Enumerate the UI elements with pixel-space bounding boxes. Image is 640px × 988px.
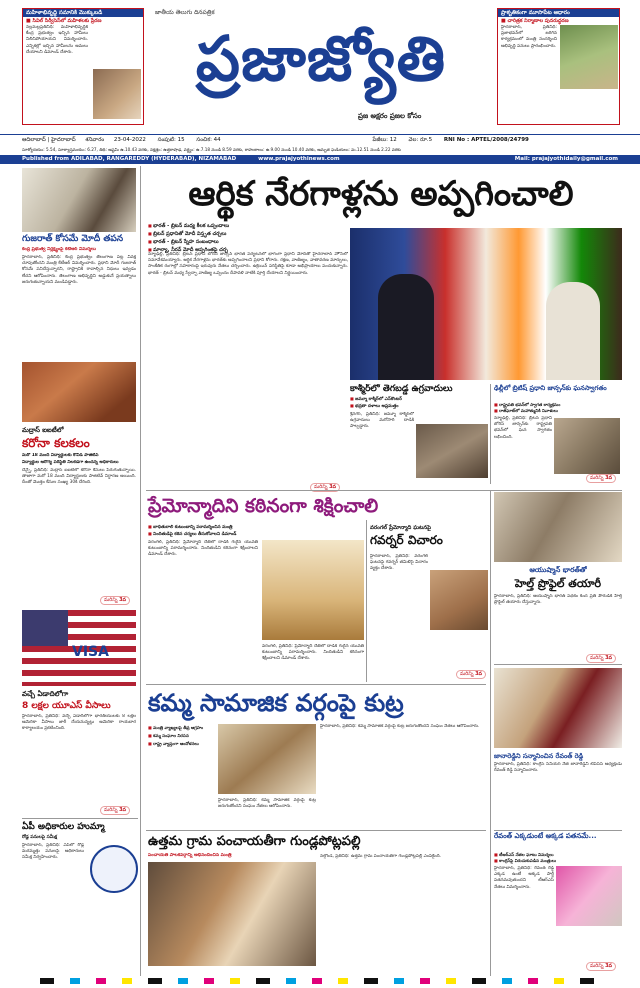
kamma-bullet-1: ■ మంత్రి వ్యాఖ్యలపై తీవ్ర ఆగ్రహం xyxy=(148,724,214,732)
left-box-sub: ■ సివిల్ సిర్వీసెస్‌లో మహిళలకు ప్రేరణ xyxy=(26,18,102,24)
kamma-text: హైదరాబాద్, ప్రతినిధి: కమ్మ సామాజిక వర్గంపై కుట్ర జరుగుతోందని సంఘం నేతలు ఆరోపించారు. xyxy=(218,798,316,810)
crime-bullets xyxy=(148,524,258,538)
lead-bullet-4: ■ మాల్యా, నీరవ్ మోదీ అప్పగింతపై చర్చ xyxy=(148,246,348,254)
right-box-photo xyxy=(560,25,618,89)
village-text: నల్గొండ, ప్రతినిధి: ఉత్తమ గ్రామ పంచాయతీగా గుండ్లపోట్లపల్లి ఎంపికైంది. xyxy=(320,854,442,859)
delhi-bullet-1: ■ రాష్ట్రపతి భవన్‌లో స్వాగత కార్యక్రమం xyxy=(494,402,622,408)
crime-illustration xyxy=(262,540,364,640)
more-button-health[interactable]: మరిన్ని 3వ xyxy=(586,654,616,663)
more-button-governor[interactable]: మరిన్ని 3వ xyxy=(456,670,486,679)
revanth-fall-bullet-1: ■ టీఆర్ఎస్ నేతల ఘాటు విమర్శలు xyxy=(494,852,622,858)
kashmir-bullet-1: ■ జమ్మూ కాశ్మీర్‌లో ఎన్‌కౌంటర్ xyxy=(350,396,486,403)
right-box-header: ప్రాకృతికంగా మూసాపేట ఆధారం xyxy=(498,9,619,17)
corona-bullet-2: విద్యార్థుల ఆరోగ్య పరిస్థితి నిలకడగా ఉందన్న అధికారులు xyxy=(22,460,119,465)
dateline-volume: సంపుటి: 15 xyxy=(157,137,185,143)
health-text: హైదరాబాద్, ప్రతినిధి: ఆయుష్మాన్ భారత్ పథకం కింద ప్రతి పౌరుడికి హెల్త్ ప్రొఫైల్ తయారు చేస్తున్నారు. xyxy=(494,594,622,606)
governor-headline: గవర్నర్ విచారం xyxy=(370,533,443,547)
crime-bullet-2: ■ నిందితుడిపై కఠిన చర్యలు తీసుకోవాలని డిమాండ్ xyxy=(148,531,258,538)
lead-photo-person-left xyxy=(378,274,434,380)
corona-kicker: మద్రాస్ ఐఐటీలో xyxy=(22,426,64,434)
corona-headline: కరోనా కలకలం xyxy=(22,436,90,450)
dateline-rni: RNI No : APTEL/2008/24799 xyxy=(443,137,529,143)
left-box-photo xyxy=(93,69,141,119)
delhi-bullets xyxy=(494,402,622,414)
kashmir-text: శ్రీనగర్, ప్రతినిధి: జమ్మూ కాశ్మీర్‌లో ఉగ్రవాదులు మరోసారి దాడికి పాల్పడ్డారు. xyxy=(350,412,414,430)
visa-photo xyxy=(22,610,136,686)
left-box-header: మహిళాభివృద్ధి సమానికి మొక్కుబడి xyxy=(23,9,143,17)
masthead-slogan: ప్రజ అక్షరం ప్రజల కోసం xyxy=(358,112,422,120)
ktr-text: హైదరాబాద్, ప్రతినిధి: కేంద్ర ప్రభుత్వం తెలంగాణ పట్ల వివక్ష చూపుతోందని మంత్రి కేటీఆర్ విమర్శించారు. ప్రధాని మోదీ గుజరాత్ కోసమే పనిచేస్తున్నారని, రాష్ట్రానికి రావాల్సిన నిధులు ఇవ్వడం లేదని ఆరోపించారు. తెలంగాణ అభివృద్ధిని అడ్డుకునే ప్రయత్నాలు జరుగుతున్నాయని మండిపడ్డారు. xyxy=(22,255,136,285)
dateline-price: వెల: రూ.5 xyxy=(408,137,433,143)
village-headline: ఉత్తమ గ్రామ పంచాయతీగా గుండ్లపోట్లపల్లి xyxy=(148,834,361,849)
visa-kicker: వచ్చే ఏడాదిలోగా xyxy=(22,690,69,698)
revanth-fall-photo xyxy=(556,866,622,926)
ktr-headline: గుజరాత్ కోసమే మోదీ తపన xyxy=(22,234,124,244)
revanth-fall-bullets xyxy=(494,852,622,864)
visa-text: హైదరాబాద్, ప్రతినిధి: వచ్చే ఏడాదిలోగా భారతీయులకు 8 లక్షల అమెరికా వీసాలు జారీ చేయనున్నట్లు అమెరికా రాయబార కార్యాలయం ప్రకటించింది. xyxy=(22,714,136,732)
crime-text-2: వరంగల్, ప్రతినిధి: ప్రేమోన్మాది చేతిలో దాడికి గురైన యువతి కుటుంబాన్ని పరామర్శించారు. నిందితుడిని కఠినంగా శిక్షించాలని డిమాండ్ చేశారు. xyxy=(262,644,364,662)
governor-photo xyxy=(430,570,488,630)
lead-bullet-3: ■ భారత్ - బ్రిటన్ స్నేహ సంబంధాలు xyxy=(148,238,348,246)
kashmir-headline: కాశ్మీర్‌లో తెగబడ్డ ఉగ్రవాదులు xyxy=(350,384,453,394)
more-button-revanth-fall[interactable]: మరిన్ని 3వ xyxy=(586,962,616,971)
governor-kicker: వరంగల్ ప్రేమోన్మాది ఘటనపై xyxy=(370,525,432,531)
dateline-date: 23-04-2022 xyxy=(113,137,146,143)
ktr-sub: కేంద్ర ప్రభుత్వ నిర్లక్ష్యంపై కేటీఆర్ విమర్శలు xyxy=(22,247,96,252)
governor-text: హైదరాబాద్, ప్రతినిధి: వరంగల్ ఘటనపై గవర్నర్ తమిళిసై విచారం వ్యక్తం చేశారు. xyxy=(370,554,428,572)
revanth-fall-text: హైదరాబాద్, ప్రతినిధి: రేవంత్ రెడ్డి ఎక్కడ ఉంటే అక్కడ పార్టీ పతనమవుతుందని టీఆర్ఎస్ నేతలు విమర్శించారు. xyxy=(494,866,554,890)
delhi-bullet-2: ■ రాజ్‌ఘాట్‌లో మహాత్మునికి నివాళులు xyxy=(494,408,622,414)
lead-bullets xyxy=(148,222,348,254)
kamma-headline: కమ్మ సామాజిక వర్గంపై కుట్ర xyxy=(148,689,404,717)
ap-text: హైదరాబాద్, ప్రతినిధి: ఏపీలో రోడ్ల మరమ్మత్తు పనులపై అధికారులు సమీక్ష నిర్వహించారు. xyxy=(22,843,84,861)
ap-headline: ఏపీ అధికారుల హుమ్మా xyxy=(22,822,105,832)
kamma-bullet-3: ■ రాష్ట్ర వ్యాప్తంగా ఆందోళనలు xyxy=(148,740,214,748)
revanth-fall-headline: రేవంత్ ఎక్కడుంటే అక్కడ పతనమే... xyxy=(494,832,597,840)
revanth-honor-photo xyxy=(494,668,622,748)
lead-headline: ఆర్థిక నేరగాళ్లను అప్పగించాలి xyxy=(188,174,574,214)
ap-emblem xyxy=(90,845,138,893)
left-box-text: నల్లమల్లప్రతినిధి: మహిళాభివృద్ధికి కేంద్ర ప్రభుత్వం ఇచ్చిన హామీలు నిలిచిపోయాయని విమర్శించారు. ఎన్నికల్లో ఇచ్చిన హామీలను అమలు చేయాలని డిమాండ్ చేశారు. xyxy=(26,25,88,55)
health-photo xyxy=(494,492,622,562)
revanth-honor-text: హైదరాబాద్, ప్రతినిధి: కాంగ్రెస్ సీనియర్ నేత జానారెడ్డిని టీపీసీసీ అధ్యక్షుడు రేవంత్ రెడ్డి సన్మానించారు. xyxy=(494,762,622,774)
dateline-issue: సంచిక: 44 xyxy=(196,137,221,143)
published-bar xyxy=(0,155,640,164)
revanth-honor-headline: జానారెడ్డిని సన్మానించిన రేవంత్ రెడ్డి xyxy=(494,752,584,760)
visa-headline: 8 లక్షల యూఎస్ వీసాలు xyxy=(22,701,111,711)
masthead-title: ప్రజాజ్యోతి xyxy=(195,22,447,95)
right-box-sub: ■ చారిత్రక నిర్మాణాల పునరుద్ధరణ xyxy=(501,18,569,24)
dateline-pages: పేజీలు: 12 xyxy=(372,137,397,143)
print-registration-marks xyxy=(0,0,640,6)
crime-headline: ప్రేమోన్మాదిని కఠినంగా శిక్షించాలి xyxy=(148,495,379,517)
more-button-corona[interactable]: మరిన్ని 3వ xyxy=(100,596,130,605)
crime-bullet-1: ■ బాధితురాలి కుటుంబాన్ని పరామర్శించిన మంత్రి xyxy=(148,524,258,531)
us-flag-canton xyxy=(22,610,68,646)
more-button-visa[interactable]: మరిన్ని 3వ xyxy=(100,806,130,815)
health-headline: హెల్త్ ప్రొఫైల్ తయారీ xyxy=(514,577,602,590)
more-button-delhi[interactable]: మరిన్ని 3వ xyxy=(586,474,616,483)
brick-photo xyxy=(22,362,136,422)
kashmir-bullets xyxy=(350,396,486,410)
kamma-bullets xyxy=(148,724,214,748)
dateline xyxy=(22,136,622,145)
corona-bullet-1: మరో 18 మంది విద్యార్థులకు కోవిడ్ పాజిటివ్ xyxy=(22,453,99,458)
dateline-day: శనివారం xyxy=(85,137,105,143)
ap-sub: రోడ్ల పనులపై సమీక్ష xyxy=(22,835,58,840)
delhi-photo xyxy=(554,418,620,474)
corona-text: చెన్నై, ప్రతినిధి: మద్రాస్ ఐఐటీలో కరోనా కేసులు పెరుగుతున్నాయి. తాజాగా మరో 18 మంది విద్యార్థులకు పాజిటివ్ నిర్ధారణ అయింది. దీంతో మొత్తం కేసుల సంఖ్య 30కి చేరింది. xyxy=(22,468,136,486)
revanth-fall-bullet-2: ■ కాంగ్రెస్‌పై విరుచుకుపడిన మంత్రులు xyxy=(494,858,622,864)
website-link[interactable]: www.prajajyothinews.com xyxy=(258,156,340,162)
published-line: Published from ADILABAD, RANGAREDDY (HYDERABAD), NIZAMABAD xyxy=(22,156,237,162)
lead-body: న్యూఢిల్లీ, ప్రతినిధి: బ్రిటన్ ప్రధాని బోరిస్ జాన్సన్ భారత పర్యటనలో భాగంగా ప్రధాని మోదీతో హైదరాబాద్ హౌస్‌లో సమావేశమయ్యారు. ఆర్థిక నేరగాళ్లను భారత్‌కు అప్పగించాలని ప్రధాని కోరారు. రక్షణ, వాణిజ్యం, వాతావరణ మార్పులు, సాంకేతిక రంగాల్లో సహకారంపై ఇరువురు నేతలు చర్చించారు. ఉక్రెయిన్ పరిస్థితిపై కూడా అభిప్రాయాలు పంచుకున్నారు. భారత్ - బ్రిటన్ మధ్య స్వేచ్ఛా వాణిజ్య ఒప్పందం దీపావళి నాటికి పూర్తి చేయాలని నిర్ణయించారు. xyxy=(148,252,348,276)
lead-photo-person-right xyxy=(546,282,600,380)
masthead-left-box xyxy=(22,8,144,125)
kashmir-bullet-2: ■ భద్రతా దళాలు అప్రమత్తం xyxy=(350,403,486,410)
village-sub: పంచాయతీ పాలకవర్గాన్ని అభినందించిన మంత్రి xyxy=(148,853,232,858)
panchang-line: సూర్యోదయం: 5.54, సూర్యాస్తమయం: 6.27, తిథి: అష్టమి ఉ.10.43 వరకు, నక్షత్రం: ఉత్తరాషాఢ, వర్జ్యం: ఉ.7.18 నుండి 8.59 వరకు, రాహుకాలం: ఉ.9.00 నుండి 10.40 వరకు, అమృత ఘడియలు: మ.12.51 నుండి 2.22 వరకు xyxy=(22,147,401,152)
kamma-bullet-2: ■ కమ్మ సంఘాల నిరసన xyxy=(148,732,214,740)
visa-stamp-text: VISA xyxy=(72,644,109,660)
delhi-headline: ఢిల్లీలో బ్రిటిష్ ప్రధాని జాన్సన్‌కు ఘనస్వాగతం xyxy=(494,384,607,392)
bottom-color-bars xyxy=(40,978,600,984)
dateline-edition: ఆదిలాబాద్ | హైదరాబాద్ xyxy=(22,137,76,143)
lead-photo xyxy=(350,228,622,380)
kashmir-photo xyxy=(416,424,488,478)
health-kicker: ఆయుష్మాన్ భారత్‌తో xyxy=(529,566,587,574)
more-button-lead[interactable]: మరిన్ని 3వ xyxy=(310,483,340,492)
village-photo xyxy=(148,862,316,966)
crime-text: వరంగల్, ప్రతినిధి: ప్రేమోన్మాది చేతిలో దాడికి గురైన యువతి కుటుంబాన్ని పరామర్శించారు. నిందితుడిని కఠినంగా శిక్షించాలని డిమాండ్ చేశారు. xyxy=(148,540,258,558)
ktr-photo xyxy=(22,168,136,232)
masthead-tagline: జాతీయ తెలుగు దినపత్రిక xyxy=(155,9,215,16)
kamma-text-2: హైదరాబాద్, ప్రతినిధి: కమ్మ సామాజిక వర్గంపై కుట్ర జరుగుతోందని సంఘం నేతలు ఆరోపించారు. xyxy=(320,724,480,729)
right-box-text: హైదరాబాద్, ప్రతినిధి: ప్రజాభవన్‌లో జరిగిన కార్యక్రమంలో మంత్రి సందర్శించి అభివృద్ధి పనులు ప్రారంభించారు. xyxy=(501,25,557,49)
lead-bullet-1: ■ భారత్ - బ్రిటన్ మధ్య కీలక ఒప్పందాలు xyxy=(148,222,348,230)
lead-bullet-2: ■ బ్రిటన్ ప్రధానితో మోదీ విస్తృత చర్చలు xyxy=(148,230,348,238)
kamma-photo xyxy=(218,724,316,794)
delhi-text: న్యూఢిల్లీ, ప్రతినిధి: బ్రిటన్ ప్రధాని బోరిస్ జాన్సన్‌కు రాష్ట్రపతి భవన్‌లో ఘన స్వాగతం లభించింది. xyxy=(494,416,552,440)
mail-address: Mail: prajajyothidaily@gmail.com xyxy=(514,156,618,162)
masthead-right-box xyxy=(497,8,620,125)
